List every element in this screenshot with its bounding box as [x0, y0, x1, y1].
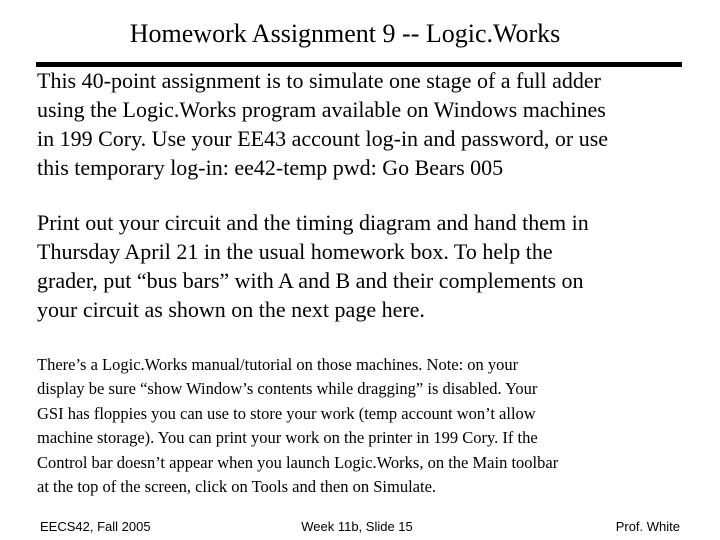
text-line: Print out your circuit and the timing diagram and hand them in	[37, 210, 589, 235]
assignment-paragraph	[37, 66, 608, 182]
text-line: Control bar doesn’t appear when you launch Logic.Works, on the Main toolbar	[37, 452, 559, 472]
text-line: This 40-point assignment is to simulate one stage of a full adder	[37, 68, 601, 93]
text-line: this temporary log-in: ee42-temp pwd: Go Bears 005	[37, 155, 504, 180]
text-line: There’s a Logic.Works manual/tutorial on those machines. Note: on your	[37, 355, 519, 374]
submission-paragraph	[37, 208, 589, 324]
text-line: grader, put “bus bars” with A and B and their complements on	[37, 268, 584, 293]
text-line: display be sure “show Window’s contents while dragging” is disabled. Your	[37, 379, 538, 399]
text-line: in 199 Cory. Use your EE43 account log-in and password, or use	[37, 126, 609, 151]
footer-instructor: Prof. White	[615, 519, 680, 534]
text-line: machine storage). You can print your work on the printer in 199 Cory. If the	[37, 428, 538, 448]
text-line: GSI has floppies you can use to store your work (temp account won’t allow	[37, 403, 536, 423]
footer-course: EECS42, Fall 2005	[40, 519, 151, 534]
notes-paragraph	[37, 353, 558, 499]
footer-slide-number: Week 11b, Slide 15	[301, 519, 413, 534]
text-line: Thursday April 21 in the usual homework box. To help the	[37, 239, 553, 264]
slide-title: Homework Assignment 9 -- Logic.Works	[129, 19, 561, 48]
text-line: using the Logic.Works program available on Windows machines	[37, 97, 606, 122]
text-line: at the top of the screen, click on Tools and then on Simulate.	[37, 477, 437, 497]
text-line: your circuit as shown on the next page here.	[37, 297, 425, 322]
